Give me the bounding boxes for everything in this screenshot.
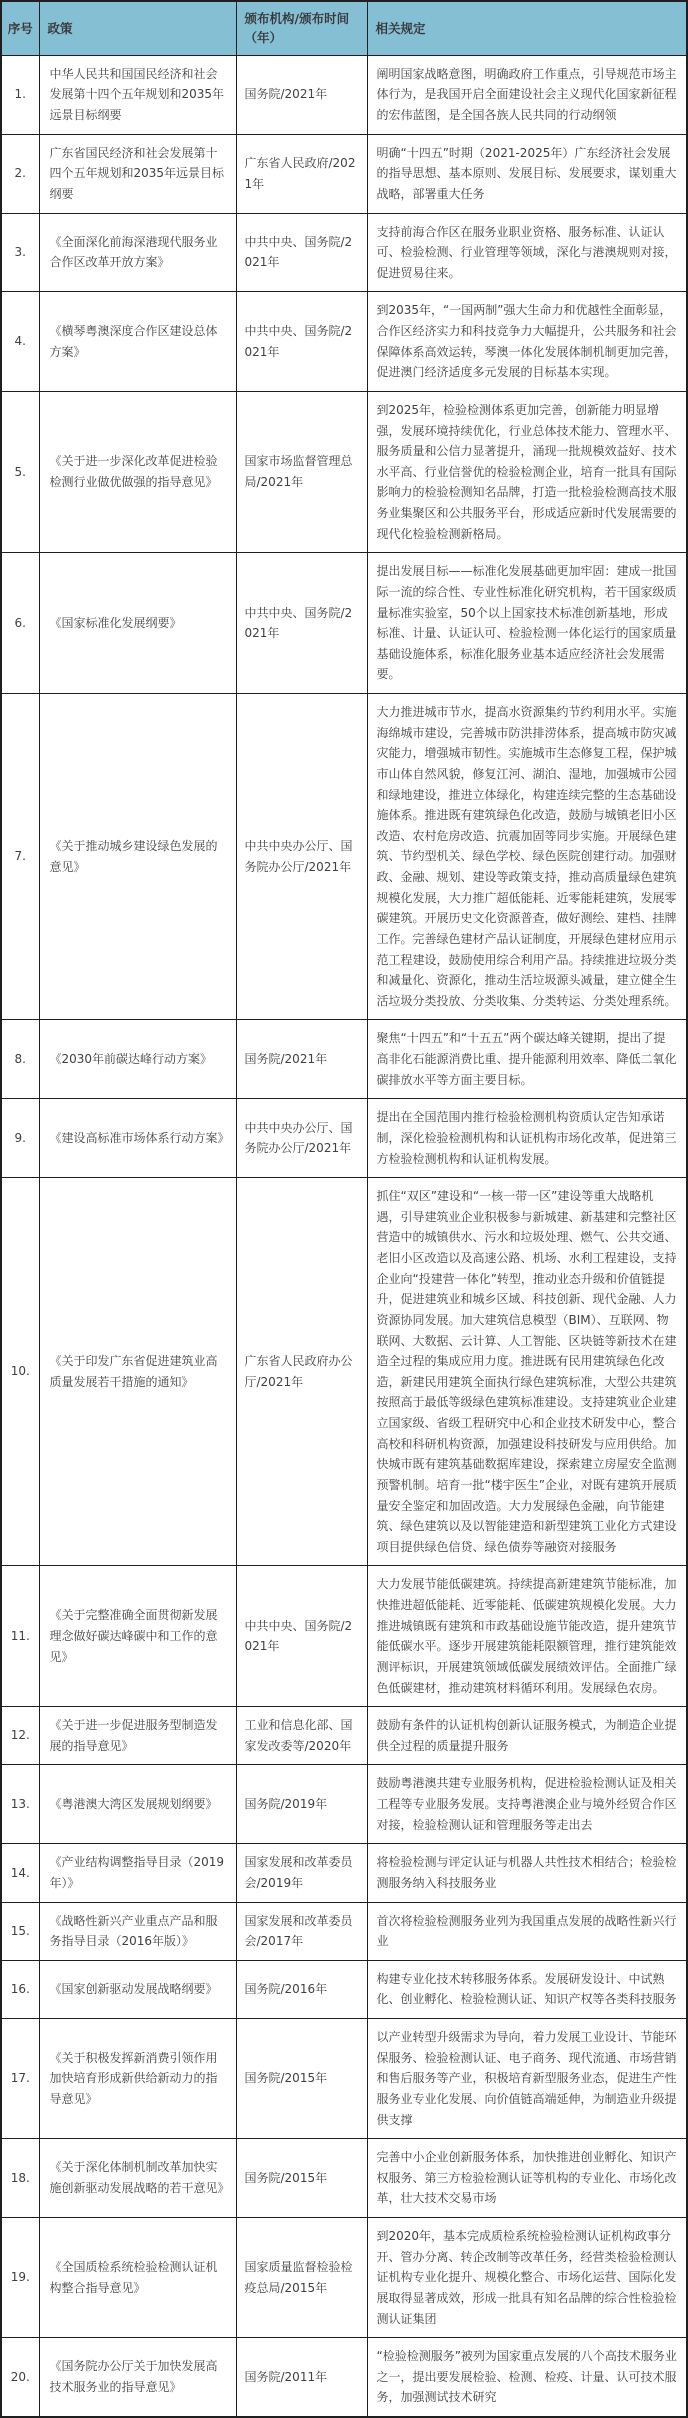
table-row — [1, 1765, 687, 1844]
issuer-cell: 国家质量监督检验检疫总局/2015年 — [236, 2218, 367, 2338]
policy-cell: 广东省国民经济和社会发展第十四个五年规划和2035年远景目标纲要 — [39, 134, 236, 213]
policy-cell: 《关于完整准确全面贯彻新发展理念做好碳达峰碳中和工作的意见》 — [39, 1566, 236, 1707]
issuer-cell: 广东省人民政府/2021年 — [236, 134, 367, 213]
row-number-cell: 2. — [1, 134, 39, 213]
policy-cell: 《建设高标准市场体系行动方案》 — [39, 1099, 236, 1178]
policy-cell: 《全面深化前海深港现代服务业合作区改革开放方案》 — [39, 213, 236, 292]
provision-cell: 聚焦“十四五”和“十五五”两个碳达峰关键期，提出了提高非化石能源消费比重、提升能源利用效率、降低二氧化碳排放水平等方面主要目标。 — [367, 1020, 687, 1099]
provision-cell: 鼓励粤港澳共建专业服务机构，促进检验检测认证及相关工程等专业服务发展。支持粤港澳企业与境外经贸合作区对接，检验检测认证和管理服务等走出去 — [367, 1765, 687, 1844]
policy-cell: 《关于进一步深化改革促进检验检测行业做优做强的指导意见》 — [39, 391, 236, 552]
table-row — [1, 1960, 687, 2018]
table-row — [1, 2139, 687, 2218]
policy-cell: 《关于推动城乡建设绿色发展的意见》 — [39, 694, 236, 1020]
row-number-cell: 5. — [1, 391, 39, 552]
policy-cell: 《全国质检系统检验检测认证机构整合指导意见》 — [39, 2218, 236, 2338]
header-row — [1, 1, 687, 55]
provision-cell: 提出发展目标——标准化发展基础更加牢固：建成一批国际一流的综合性、专业性标准化研究机构，若干国家级质量标准实验室，50个以上国家技术标准创新基地，形成标准、计量、认证认可、检验检测一体化运行的国家质量基础设施体系，标准化服务业基本适应经济社会发展需要。 — [367, 553, 687, 694]
table-row — [1, 553, 687, 694]
policy-cell: 《国务院办公厅关于加快发展高技术服务业的指导意见》 — [39, 2338, 236, 2417]
header-col-policy: 政策 — [39, 1, 236, 55]
row-number-cell: 13. — [1, 1765, 39, 1844]
issuer-cell: 国家发展和改革委员会/2017年 — [236, 1902, 367, 1960]
provision-cell: 抓住“双区”建设和“一核一带一区”建设等重大战略机遇，引导建筑业企业积极参与新城建、新基建和完整社区营造中的城镇供水、污水和垃圾处理、燃气、公共交通、老旧小区改造以及高速公路、机场、水利工程建设，支持企业向“投建营一体化”转型，推动业态升级和价值链提升，促进建筑业和城乡区域、科技创新、现代金融、人力资源协同发展。加大建筑信息模型（BIM）、互联网、物联网、大数据、云计算、人工智能、区块链等新技术在建造全过程的集成应用力度。推进既有民用建筑绿色化改造，新建民用建筑全面执行绿色建筑标准，大型公共建筑按照高于最低等级绿色建筑标准建设。支持建筑业企业建立国家级、省级工程研究中心和企业技术研发中心，整合高校和科研机构资源，加强建设科技研发与应用供给。加快城市既有建筑基础数据库建设，探索建立房屋安全监测预警机制。培育一批“楼宇医生”企业，对既有建筑开展质量安全鉴定和加固改造。大力发展绿色金融，向节能建筑、绿色建筑以及以智能建造和新型建筑工业化方式建设项目提供绿色信贷、绿色债券等融资对接服务 — [367, 1178, 687, 1566]
provision-cell: 首次将检验检测服务业列为我国重点发展的战略性新兴行业 — [367, 1902, 687, 1960]
issuer-cell: 工业和信息化部、国家发改委等/2020年 — [236, 1707, 367, 1765]
policy-cell: 《关于印发广东省促进建筑业高质量发展若干措施的通知》 — [39, 1178, 236, 1566]
policy-cell: 《战略性新兴产业重点产品和服务指导目录（2016年版）》 — [39, 1902, 236, 1960]
issuer-cell: 国务院/2019年 — [236, 1765, 367, 1844]
header-col-provision: 相关规定 — [367, 1, 687, 55]
row-number-cell: 1. — [1, 55, 39, 134]
provision-cell: 提出在全国范围内推行检验检测机构资质认定告知承诺制，深化检验检测机构和认证机构市场化改革，促进第三方检验检测机构和认证机构发展。 — [367, 1099, 687, 1178]
table-row — [1, 2338, 687, 2417]
provision-cell: 完善中小企业创新服务体系，加快推进创业孵化、知识产权服务、第三方检验检测认证等机构的专业化、市场化改革，壮大技术交易市场 — [367, 2139, 687, 2218]
row-number-cell: 14. — [1, 1844, 39, 1902]
row-number-cell: 3. — [1, 213, 39, 292]
table-row — [1, 2019, 687, 2139]
provision-cell: 大力发展节能低碳建筑。持续提高新建建筑节能标准，加快推进超低能耗、近零能耗、低碳建筑规模化发展。大力推进城镇既有建筑和市政基础设施节能改造，提升建筑节能低碳水平。逐步开展建筑能耗限额管理，推行建筑能效测评标识，开展建筑领域低碳发展绩效评估。全面推广绿色低碳建材，推动建筑材料循环利用。发展绿色农房。 — [367, 1566, 687, 1707]
table-row — [1, 694, 687, 1020]
policy-cell: 《横琴粤澳深度合作区建设总体方案》 — [39, 292, 236, 392]
issuer-cell: 国家市场监督管理总局/2021年 — [236, 391, 367, 552]
row-number-cell: 4. — [1, 292, 39, 392]
table-row — [1, 55, 687, 134]
issuer-cell: 中共中央、国务院/2021年 — [236, 292, 367, 392]
provision-cell: 将检验检测与评定认证与机器人共性技术相结合；检验检测服务纳入科技服务业 — [367, 1844, 687, 1902]
provision-cell: 以产业转型升级需求为导向，着力发展工业设计、节能环保服务、检验检测认证、电子商务、现代流通、市场营销和售后服务等产业，积极培育新型服务业态，促进生产性服务业专业化发展、向价值链高端延伸，为制造业升级提供支撑 — [367, 2019, 687, 2139]
row-number-cell: 18. — [1, 2139, 39, 2218]
issuer-cell: 国务院/2021年 — [236, 1020, 367, 1099]
policy-table-body — [1, 55, 687, 2417]
provision-cell: 到2020年，基本完成质检系统检验检测认证机构政事分开、管办分离、转企改制等改革任务，经营类检验检测认证机构专业化提升、规模化整合、市场化运营、国际化发展取得显著成效，形成一批具有知名品牌的综合性检验检测认证集团 — [367, 2218, 687, 2338]
provision-cell: “检验检测服务”被列为国家重点发展的八个高技术服务业之一，提出要发展检验、检测、检疫、计量、认可技术服务，加强测试技术研究 — [367, 2338, 687, 2417]
table-row — [1, 2218, 687, 2338]
issuer-cell: 中共中央、国务院/2021年 — [236, 213, 367, 292]
header-col-issuer: 颁布机构/颁布时间（年） — [236, 1, 367, 55]
policy-cell: 《2030年前碳达峰行动方案》 — [39, 1020, 236, 1099]
provision-cell: 支持前海合作区在服务业职业资格、服务标准、认证认可、检验检测、行业管理等领域，深化与港澳规则对接，促进贸易往来。 — [367, 213, 687, 292]
policy-cell: 《关于深化体制机制改革加快实施创新驱动发展战略的若干意见》 — [39, 2139, 236, 2218]
table-row — [1, 292, 687, 392]
table-row — [1, 1020, 687, 1099]
row-number-cell: 10. — [1, 1178, 39, 1566]
provision-cell: 明确“十四五”时期（2021-2025年）广东经济社会发展的指导思想、基本原则、发展目标、发展要求，谋划重大战略，部署重大任务 — [367, 134, 687, 213]
issuer-cell: 国务院/2021年 — [236, 55, 367, 134]
table-row — [1, 1707, 687, 1765]
row-number-cell: 19. — [1, 2218, 39, 2338]
issuer-cell: 中共中央、国务院/2021年 — [236, 1566, 367, 1707]
issuer-cell: 国务院/2015年 — [236, 2139, 367, 2218]
row-number-cell: 16. — [1, 1960, 39, 2018]
issuer-cell: 中共中央办公厅、国务院办公厅/2021年 — [236, 694, 367, 1020]
issuer-cell: 中共中央办公厅、国务院办公厅/2021年 — [236, 1099, 367, 1178]
policy-cell: 《关于进一步促进服务型制造发展的指导意见》 — [39, 1707, 236, 1765]
table-row — [1, 1844, 687, 1902]
table-row — [1, 213, 687, 292]
policy-table-header — [1, 1, 687, 55]
policy-cell: 《粤港澳大湾区发展规划纲要》 — [39, 1765, 236, 1844]
header-col-number: 序号 — [1, 1, 39, 55]
table-row — [1, 1566, 687, 1707]
provision-cell: 阐明国家战略意图，明确政府工作重点，引导规范市场主体行为，是我国开启全面建设社会主义现代化国家新征程的宏伟蓝图，是全国各族人民共同的行动纲领 — [367, 55, 687, 134]
row-number-cell: 9. — [1, 1099, 39, 1178]
policy-cell: 《产业结构调整指导目录（2019年）》 — [39, 1844, 236, 1902]
provision-cell: 到2025年，检验检测体系更加完善，创新能力明显增强，发展环境持续优化，行业总体技术能力、管理水平、服务质量和公信力显著提升，涌现一批规模效益好、技术水平高、行业信誉优的检验检测企业，培育一批具有国际影响力的检验检测知名品牌，打造一批检验检测高技术服务业集聚区和公共服务平台，形成适应新时代发展需要的现代化检验检测新格局。 — [367, 391, 687, 552]
policy-cell: 《国家标准化发展纲要》 — [39, 553, 236, 694]
table-row — [1, 134, 687, 213]
row-number-cell: 6. — [1, 553, 39, 694]
provision-cell: 到2035年，“一国两制”强大生命力和优越性全面彰显，合作区经济实力和科技竞争力大幅提升，公共服务和社会保障体系高效运转，琴澳一体化发展体制机制更加完善，促进澳门经济适度多元发展的目标基本实现。 — [367, 292, 687, 392]
issuer-cell: 国务院/2016年 — [236, 1960, 367, 2018]
policy-cell: 《国家创新驱动发展战略纲要》 — [39, 1960, 236, 2018]
row-number-cell: 20. — [1, 2338, 39, 2417]
row-number-cell: 11. — [1, 1566, 39, 1707]
issuer-cell: 国务院/2015年 — [236, 2019, 367, 2139]
issuer-cell: 国务院/2011年 — [236, 2338, 367, 2417]
row-number-cell: 12. — [1, 1707, 39, 1765]
provision-cell: 构建专业化技术转移服务体系。发展研发设计、中试熟化、创业孵化、检验检测认证、知识产权等各类科技服务 — [367, 1960, 687, 2018]
policy-cell: 《关于积极发挥新消费引领作用加快培育形成新供给新动力的指导意见》 — [39, 2019, 236, 2139]
table-row — [1, 391, 687, 552]
provision-cell: 鼓励有条件的认证机构创新认证服务模式，为制造企业提供全过程的质量提升服务 — [367, 1707, 687, 1765]
row-number-cell: 8. — [1, 1020, 39, 1099]
provision-cell: 大力推进城市节水，提高水资源集约节约利用水平。实施海绵城市建设，完善城市防洪排涝体系，提高城市防灾减灾能力，增强城市韧性。实施城市生态修复工程，保护城市山体自然风貌，修复江河、湖泊、湿地，加强城市公园和绿地建设，推进立体绿化，构建连续完整的生态基础设施体系。推进既有建筑绿色化改造，鼓励与城镇老旧小区改造、农村危房改造、抗震加固等同步实施。开展绿色建筑、节约型机关、绿色学校、绿色医院创建行动。加强财政、金融、规划、建设等政策支持，推动高质量绿色建筑规模化发展，大力推广超低能耗、近零能耗建筑，发展零碳建筑。开展历史文化资源普查，做好测绘、建档、挂牌工作。完善绿色建材产品认证制度，开展绿色建材应用示范工程建设，鼓励使用综合利用产品。持续推进垃圾分类和减量化、资源化，推动生活垃圾源头减量，建立健全生活垃圾分类投放、分类收集、分类转运、分类处理系统。 — [367, 694, 687, 1020]
table-row — [1, 1902, 687, 1960]
row-number-cell: 17. — [1, 2019, 39, 2139]
row-number-cell: 15. — [1, 1902, 39, 1960]
issuer-cell: 国家发展和改革委员会/2019年 — [236, 1844, 367, 1902]
row-number-cell: 7. — [1, 694, 39, 1020]
policy-cell: 中华人民共和国国民经济和社会发展第十四个五年规划和2035年远景目标纲要 — [39, 55, 236, 134]
table-row — [1, 1178, 687, 1566]
issuer-cell: 中共中央、国务院/2021年 — [236, 553, 367, 694]
issuer-cell: 广东省人民政府办公厅/2021年 — [236, 1178, 367, 1566]
table-row — [1, 1099, 687, 1178]
